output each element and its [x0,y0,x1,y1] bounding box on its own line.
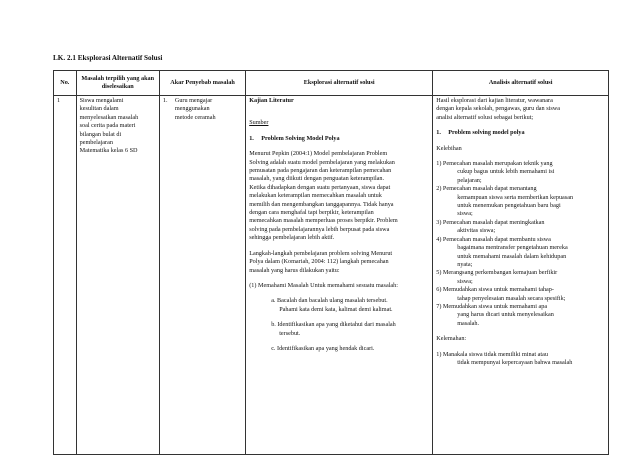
list-item-cont: masalah. [457,319,480,327]
kelebihan-list [436,160,605,328]
para-line: memecahkan masalah memperluas proses berpikir. Problem [249,217,398,225]
masalah-line: bilangan bulat di [79,130,122,138]
header-akar: Akar Penyebab masalah [159,71,245,96]
para-line: masalah, yang diikuti dengan penguatan keterampilan. [249,175,385,183]
para-line: melakukan keterampilan memecahkan masalah untuk [249,192,382,200]
solution-table [53,70,609,455]
para-line: Ketika dihadapkan dengan suatu pertanyaan, siswa dapat [249,183,391,191]
list-item-cont: pelajaran; [457,176,482,184]
cell-eksplorasi [246,96,433,455]
list-item-cont: aktivitas siswa; [457,227,496,235]
cell-analisis [433,96,609,455]
header-row [54,71,609,96]
masalah-line: soal cerita pada materi [79,122,136,130]
list-item-cont: kemampuan siswa serta memberikan kepuasan [457,193,574,201]
cell-masalah [76,96,159,455]
para-line: Polya dalam (Komariah, 2004: 112) langkah pemecahan [249,258,389,266]
list-item-cont: bagaimana mentransfer pengetahuan mereka [457,244,568,252]
header-eksplorasi: Eksplorasi alternatif solusi [246,71,433,96]
list-item-cont: nyata; [457,260,473,268]
list-item-cont: siswa; [457,277,473,285]
item-title: Problem Solving Model Polya [261,134,340,142]
list-item-cont: untuk memahami masalah dalam kehidupan [457,252,567,260]
list-item-cont: tidak mempunyai kepercayaan bahwa masalah [457,358,573,366]
list-item-cont: untuk menemukan pengetahuan baru bagi [457,202,561,210]
akar-line: menggunakan [174,105,210,113]
list-item: 3) Pemecahan masalah dapat meningkatkan [436,218,545,226]
sub-step-line: a. Bacalah dan bacalah ulang masalah tersebut. [271,297,388,305]
sub-step-line: Pahami kata demi kata, kalimat demi kalimat. [279,305,393,313]
para-line: Langkah-langkah pembelajaran problem solving Menurut [249,249,393,257]
header-masalah: Masalah terpilih yang akan diselesaikan [76,71,159,96]
akar-number: 1. [162,97,168,104]
sub-step-line: b. Identifikasikan apa yang diketahui dari masalah [271,321,396,329]
masalah-line: Siswa mengalami [79,97,124,104]
eksplorasi-item-title [249,135,429,143]
list-item-cont: tahap penyelesaian masalah secara spesifik; [457,294,566,302]
kelemahan-label: Kelemahan: [436,335,467,343]
masalah-line: Matematika kelas 6 SD [79,147,138,155]
para-line: pemusatan pada pengajaran dan keterampilan pemecahan [249,167,392,175]
kajian-heading: Kajian Literatur [249,97,294,104]
table-row [54,96,609,455]
item-number: 1. [249,134,254,142]
analisis-line: Hasil eksplorasi dari kajian literatur, wawanara [436,97,553,104]
list-item: 6) Memudahkan siswa untuk memahami tahap- [436,286,554,294]
akar-line: Guru mengajar [174,97,213,104]
para-line: solving pada pembelajarannya lebih berpusat pada siswa [249,225,390,233]
masalah-line: pembelajaran [79,139,113,147]
para-line: dengan cara menghafal tapi berpikir, keterampilan [249,209,374,217]
sub-step-line: c. Identifikasikan apa yang hendak dicari. [271,344,375,352]
list-item: 2) Pemecahan masalah dapat menantang [436,185,537,193]
akar-item [163,97,242,122]
list-item: 7) Memudahkan siswa untuk memahami apa [436,302,548,310]
para-line: sehingga pembelajaran lebih aktif. [249,234,335,242]
para-line: Menurut Pepkin (2004:1) Model pembelajaran Problem [249,150,388,158]
sub-step-line: tersebut. [279,329,301,337]
list-item: 4) Pemecahan masalah dapat membantu siswa [436,235,551,243]
header-analisis: Analisis alternatif solusi [433,71,609,96]
item-number: 1. [436,129,441,137]
analisis-line: dengan kepala sekolah, pengawas, guru dan siswa [436,105,560,113]
kelebihan-label: Kelebihan [436,144,462,152]
akar-line: metode ceramah [174,113,216,121]
step-line: (1) Memahami Masalah Untuk memahami sesuatu masalah: [249,281,398,289]
list-item-cont: yang harus dicari untuk menyelesaikan [457,311,554,319]
cell-akar [159,96,245,455]
sumber-label: Sumber [249,119,269,127]
masalah-line: menyelesaikan masalah [79,113,139,121]
list-item-cont: siswa; [457,210,473,218]
list-item-cont: cukup bagus untuk lebih memahami isi [457,168,555,176]
cell-no: 1 [54,96,77,455]
analisis-line: analisi alternatif solusi sebagai berikut; [436,113,534,121]
list-item: 5) Merangsang perkembangan kemajuan berfikir [436,269,558,277]
masalah-line: kesulitan dalam [79,105,119,113]
item-title: Problem solving model polya [448,129,525,137]
header-no: No. [54,71,77,96]
list-item: 1) Manakala siswa tidak memiliki minat atau [436,350,548,358]
para-line: masalah yang harus dilakukan yaitu: [249,266,340,274]
para-line: Solving adalah suatu model pembelajaran yang melakukan [249,158,395,166]
para-line: memilih dan mengembangkan tanggapannya. Tidak hanya [249,200,394,208]
analisis-item-title [436,129,605,137]
document-title: LK. 2.1 Eksplorasi Alternatif Solusi [53,54,163,62]
list-item: 1) Pemecahan masalah merupakan teknik yang [436,160,553,168]
